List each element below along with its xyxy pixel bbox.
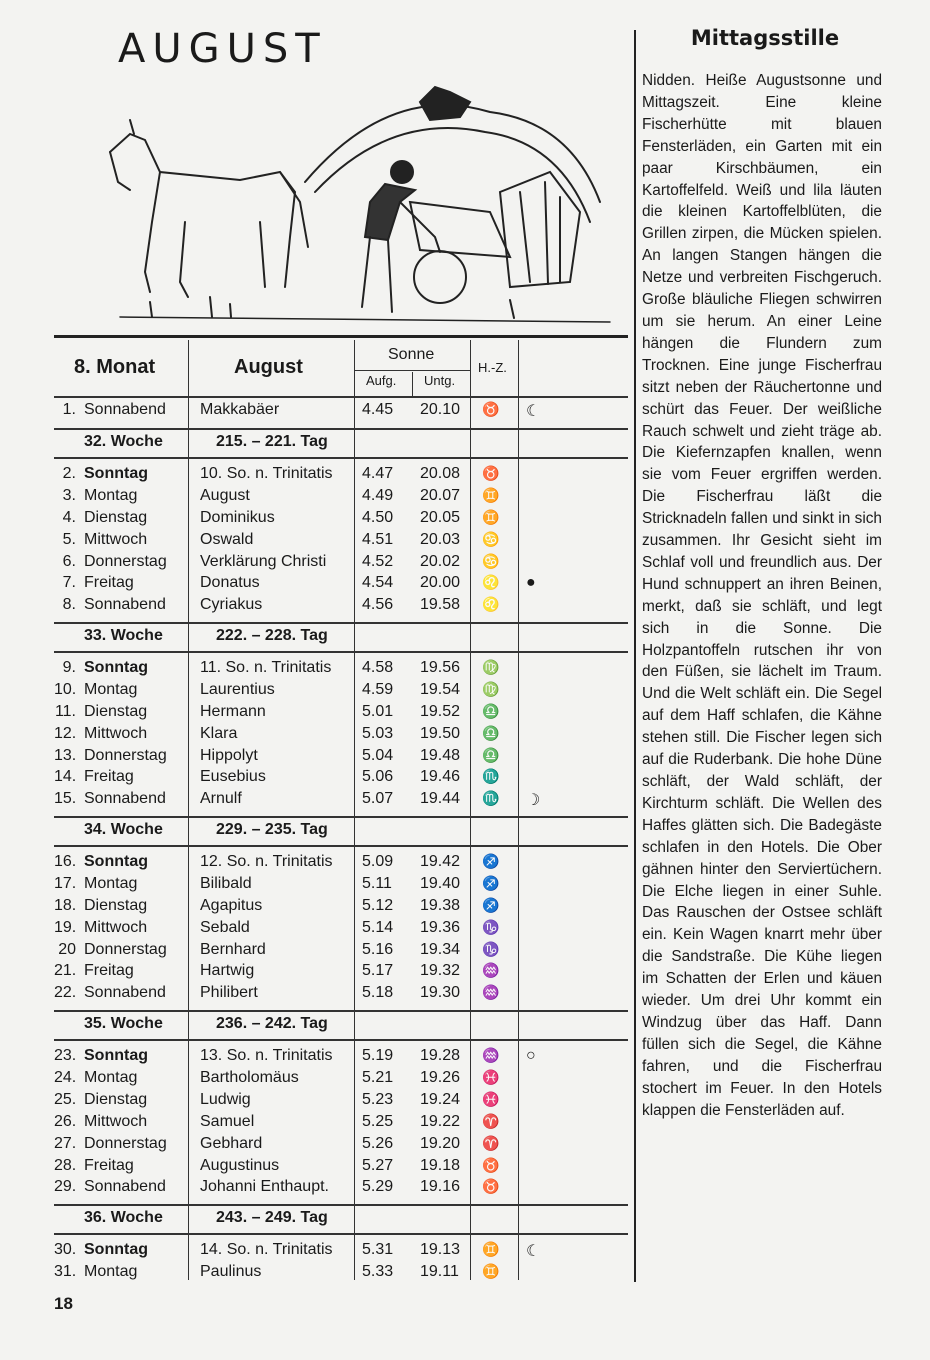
- name-day: Samuel: [200, 1113, 255, 1130]
- sunset-time: 19.54: [420, 681, 461, 698]
- sunset-time: 19.20: [420, 1135, 461, 1152]
- day-number: 15.: [54, 790, 77, 807]
- weekday: Dienstag: [84, 1091, 148, 1108]
- zodiac-icon: ♋: [482, 531, 500, 547]
- table-row: [0, 1047, 630, 1069]
- name-day: Gebhard: [200, 1135, 263, 1152]
- day-number: 9.: [62, 659, 76, 676]
- day-number: 27.: [54, 1135, 77, 1152]
- moon-phase-icon: ☾: [526, 403, 541, 420]
- weekday: Montag: [84, 1263, 138, 1280]
- week-day-range: 215. – 221. Tag: [216, 433, 328, 450]
- week-header: [0, 433, 630, 455]
- zodiac-icon: ♉: [482, 465, 500, 481]
- table-row: [0, 703, 630, 725]
- week-label: 34. Woche: [84, 821, 163, 838]
- sunset-time: 19.58: [420, 596, 461, 613]
- day-number: 13.: [54, 747, 77, 764]
- name-day: Hermann: [200, 703, 266, 720]
- week-rule: [54, 1204, 628, 1206]
- name-day: Hartwig: [200, 962, 255, 979]
- name-day: Eusebius: [200, 768, 266, 785]
- table-row: [0, 487, 630, 509]
- day-number: 2.: [62, 465, 76, 482]
- hz-header: H.-Z.: [478, 360, 507, 375]
- week-header-rule: [54, 651, 628, 653]
- week-day-range: 222. – 228. Tag: [216, 627, 328, 644]
- zodiac-icon: ♈: [482, 1135, 500, 1151]
- week-header-rule: [54, 845, 628, 847]
- weekday: Montag: [84, 875, 138, 892]
- table-row: [0, 465, 630, 487]
- sun-header: Sonne: [388, 346, 435, 363]
- weekday: Donnerstag: [84, 747, 167, 764]
- sunset-time: 19.32: [420, 962, 461, 979]
- zodiac-icon: ♐: [482, 853, 500, 869]
- table-row: [0, 919, 630, 941]
- zodiac-icon: ♏: [482, 790, 500, 806]
- weekday: Sonntag: [84, 465, 148, 482]
- sunset-time: 19.50: [420, 725, 461, 742]
- table-row: [0, 962, 630, 984]
- week-header: [0, 1209, 630, 1231]
- zodiac-icon: ♍: [482, 659, 500, 675]
- sunrise-time: 5.27: [362, 1157, 394, 1174]
- sunrise-time: 4.49: [362, 487, 394, 504]
- weekday: Sonntag: [84, 1241, 148, 1258]
- moon-phase-icon: ○: [526, 1047, 536, 1064]
- sunrise-time: 4.47: [362, 465, 394, 482]
- sunset-time: 20.08: [420, 465, 461, 482]
- sunrise-time: 5.21: [362, 1069, 394, 1086]
- weekday: Freitag: [84, 962, 134, 979]
- sunrise-time: 5.03: [362, 725, 394, 742]
- name-day: Verklärung Christi: [200, 553, 327, 570]
- day-number: 19.: [54, 919, 77, 936]
- sunrise-time: 5.26: [362, 1135, 394, 1152]
- zodiac-icon: ♌: [482, 596, 500, 612]
- weekday: Sonnabend: [84, 790, 166, 807]
- sunrise-time: 5.04: [362, 747, 394, 764]
- sunrise-time: 5.31: [362, 1241, 394, 1258]
- sunset-header: Untg.: [424, 373, 456, 388]
- sunrise-time: 5.23: [362, 1091, 394, 1108]
- sunrise-time: 5.12: [362, 897, 394, 914]
- sunset-time: 19.13: [420, 1241, 461, 1258]
- sunrise-time: 5.29: [362, 1178, 394, 1195]
- day-number: 21.: [54, 962, 77, 979]
- table-row: [0, 596, 630, 618]
- table-row: [0, 725, 630, 747]
- day-number: 25.: [54, 1091, 77, 1108]
- day-number: 23.: [54, 1047, 77, 1064]
- weekday: Dienstag: [84, 509, 148, 526]
- sunset-time: 19.30: [420, 984, 461, 1001]
- table-row: [0, 1069, 630, 1091]
- weekday: Montag: [84, 681, 138, 698]
- day-number: 26.: [54, 1113, 77, 1130]
- sunset-time: 19.34: [420, 941, 461, 958]
- name-day: Laurentius: [200, 681, 275, 698]
- table-row: [0, 853, 630, 875]
- sunrise-time: 5.07: [362, 790, 394, 807]
- weekday: Montag: [84, 1069, 138, 1086]
- sunrise-time: 4.56: [362, 596, 394, 613]
- zodiac-icon: ♍: [482, 681, 500, 697]
- zodiac-icon: ♈: [482, 1113, 500, 1129]
- zodiac-icon: ♉: [482, 401, 500, 417]
- zodiac-icon: ♉: [482, 1178, 500, 1194]
- weekday: Sonnabend: [84, 984, 166, 1001]
- weekday: Mittwoch: [84, 1113, 148, 1130]
- sunset-time: 19.28: [420, 1047, 461, 1064]
- day-number: 28.: [54, 1157, 77, 1174]
- week-rule: [54, 622, 628, 624]
- week-rule: [54, 1010, 628, 1012]
- weekday: Mittwoch: [84, 919, 148, 936]
- zodiac-icon: ♎: [482, 725, 500, 741]
- moon-phase-icon: ☾: [526, 1243, 541, 1260]
- table-row: [0, 553, 630, 575]
- sunrise-time: 5.14: [362, 919, 394, 936]
- table-row: [0, 1091, 630, 1113]
- name-day: 13. So. n. Trinitatis: [200, 1047, 333, 1064]
- day-number: 17.: [54, 875, 77, 892]
- name-day: Bilibald: [200, 875, 252, 892]
- table-row: [0, 1178, 630, 1200]
- sunset-time: 19.36: [420, 919, 461, 936]
- table-row: [0, 747, 630, 769]
- month-title: AUGUST: [118, 26, 327, 72]
- week-day-range: 229. – 235. Tag: [216, 821, 328, 838]
- week-rule: [54, 428, 628, 430]
- name-day: Oswald: [200, 531, 254, 548]
- week-header-rule: [54, 1039, 628, 1041]
- day-number: 5.: [62, 531, 76, 548]
- weekday: Freitag: [84, 1157, 134, 1174]
- day-number: 12.: [54, 725, 77, 742]
- weekday: Sonnabend: [84, 401, 166, 418]
- week-label: 32. Woche: [84, 433, 163, 450]
- harvest-illustration: [90, 72, 630, 334]
- day-number: 29.: [54, 1178, 77, 1195]
- table-row: [0, 768, 630, 790]
- weekday: Donnerstag: [84, 553, 167, 570]
- sunset-time: 19.11: [420, 1263, 459, 1280]
- week-label: 35. Woche: [84, 1015, 163, 1032]
- sunset-time: 20.10: [420, 401, 461, 418]
- name-day: Philibert: [200, 984, 258, 1001]
- story-title: Mittagsstille: [690, 26, 840, 50]
- zodiac-icon: ♊: [482, 1263, 500, 1279]
- sunset-time: 19.56: [420, 659, 461, 676]
- sunset-time: 19.48: [420, 747, 461, 764]
- sunrise-time: 5.11: [362, 875, 392, 892]
- table-row: [0, 1157, 630, 1179]
- weekday: Freitag: [84, 768, 134, 785]
- zodiac-icon: ♑: [482, 919, 500, 935]
- zodiac-icon: ♒: [482, 962, 500, 978]
- sunrise-time: 5.25: [362, 1113, 394, 1130]
- sunset-time: 19.52: [420, 703, 461, 720]
- name-day: Donatus: [200, 574, 260, 591]
- week-rule: [54, 816, 628, 818]
- table-row: [0, 681, 630, 703]
- story-text: Nidden. Heiße Augustsonne und Mittagszeit. Eine kleine Fischerhütte mit blauen Fensterläden, ein Garten mit ein paar Kirschbäumen, ein Kartoffelfeld. Weiß und lila läuten die kleinen Kartoffelblüten, die Grillen zirpen, die Mücken spielen. An langen Stangen hängen die Netze und verbreiten Fischgeruch. Große bläuliche Fliegen schwirren um sie herum. An einer Leine hängen die Flundern zum Trocknen. Eine junge Fischerfrau sitzt neben der Räuchertonne und schürt das Feuer. Der weißliche Rauch schwelt und zieht träge ab. Die Kiefernzapfen knallen, wenn sie vom Feuer ergriffen werden. Die Fischerfrau läßt die Stricknadeln fallen und sinkt in sich zusammen. Ihr Gesicht sieht im Schlaf voll und freundlich aus. Der Hund schnuppert an ihren Beinen, merkt, daß sie schläft, und legt sich in die Sonne. Die Holzpantoffeln rutschen ihr von den Füßen, sie lächelt im Traum. Und die Welt schläft ein. Die Segel auf dem Haff schlafen, die Kähne stehen still. Die Fischer legen sich auf die Ruderbank. Die hohe Düne schläft, der Wald schläft, der Kirchturm schläft. Die Wellen des Haffes glätten sich. Die Badegäste schlafen in den Hotels. Die Ober gähnen hinter den Serviertüchern. Die Elche liegen in einer Suhle. Das Rauschen der Ostsee schläft ein. Kein Wagen knarrt mehr über die Sandstraße. Die Kühe liegen im Schatten der Erlen und käuen wieder. Um drei Uhr kommt ein Windzug über das Haff. Dann füllen sich die Segel, die Kähne fahren, und die Fischerfrau stochert im Feuer. In den Hotels klappen die Fensterläden auf.: [642, 72, 882, 1119]
- sunrise-time: 5.33: [362, 1263, 394, 1280]
- table-row: [0, 897, 630, 919]
- sunrise-time: 5.19: [362, 1047, 394, 1064]
- name-day: Agapitus: [200, 897, 263, 914]
- name-day: Augustinus: [200, 1157, 280, 1174]
- sunrise-time: 5.06: [362, 768, 394, 785]
- sunset-time: 19.44: [420, 790, 461, 807]
- sunset-time: 19.18: [420, 1157, 461, 1174]
- day-number: 10.: [54, 681, 77, 698]
- zodiac-icon: ♎: [482, 703, 500, 719]
- weekday: Donnerstag: [84, 941, 167, 958]
- name-day: Bernhard: [200, 941, 266, 958]
- moon-phase-icon: ☽: [526, 792, 541, 809]
- zodiac-icon: ♊: [482, 487, 500, 503]
- name-day: Sebald: [200, 919, 250, 936]
- zodiac-icon: ♏: [482, 768, 500, 784]
- sunrise-time: 4.54: [362, 574, 394, 591]
- sunset-time: 19.22: [420, 1113, 461, 1130]
- name-day: Paulinus: [200, 1263, 262, 1280]
- table-row: [0, 1241, 630, 1263]
- header-bottom-rule: [54, 396, 628, 398]
- table-row: [0, 401, 630, 423]
- sunrise-time: 5.16: [362, 941, 394, 958]
- sunrise-time: 4.59: [362, 681, 394, 698]
- weekday: Dienstag: [84, 897, 148, 914]
- sunrise-header: Aufg.: [366, 373, 397, 388]
- weekday: Sonnabend: [84, 596, 166, 613]
- zodiac-icon: ♒: [482, 984, 500, 1000]
- sunset-time: 20.07: [420, 487, 461, 504]
- table-row: [0, 659, 630, 681]
- zodiac-icon: ♐: [482, 897, 500, 913]
- table-vrule-sun: [412, 372, 413, 396]
- table-row: [0, 531, 630, 553]
- sun-header-rule: [354, 370, 470, 371]
- sunset-time: 19.38: [420, 897, 461, 914]
- table-row: [0, 875, 630, 897]
- table-row: [0, 1113, 630, 1135]
- weekday: Sonntag: [84, 659, 148, 676]
- sunset-time: 19.40: [420, 875, 461, 892]
- day-number: 1.: [62, 401, 76, 418]
- week-header: [0, 821, 630, 843]
- name-day: Bartholomäus: [200, 1069, 299, 1086]
- week-day-range: 236. – 242. Tag: [216, 1015, 328, 1032]
- zodiac-icon: ♐: [482, 875, 500, 891]
- table-row: [0, 1263, 630, 1285]
- zodiac-icon: ♋: [482, 553, 500, 569]
- sunrise-time: 4.45: [362, 401, 394, 418]
- weekday: Sonntag: [84, 1047, 148, 1064]
- sunrise-time: 4.50: [362, 509, 394, 526]
- day-number: 22.: [54, 984, 77, 1001]
- day-number: 24.: [54, 1069, 77, 1086]
- sunset-time: 19.26: [420, 1069, 461, 1086]
- table-row: [0, 509, 630, 531]
- weekday: Mittwoch: [84, 725, 148, 742]
- name-day: Hippolyt: [200, 747, 258, 764]
- week-day-range: 243. – 249. Tag: [216, 1209, 328, 1226]
- name-day: Makkabäer: [200, 401, 280, 418]
- day-number: 8.: [62, 596, 76, 613]
- day-number: 3.: [62, 487, 76, 504]
- sunrise-time: 5.17: [362, 962, 394, 979]
- sunset-time: 19.24: [420, 1091, 461, 1108]
- sunrise-time: 5.01: [362, 703, 394, 720]
- zodiac-icon: ♊: [482, 1241, 500, 1257]
- week-label: 33. Woche: [84, 627, 163, 644]
- table-row: [0, 984, 630, 1006]
- sunset-time: 19.46: [420, 768, 461, 785]
- moon-phase-icon: ●: [526, 574, 536, 591]
- zodiac-icon: ♉: [482, 1157, 500, 1173]
- week-header: [0, 1015, 630, 1037]
- name-day: Cyriakus: [200, 596, 263, 613]
- sunrise-time: 5.18: [362, 984, 394, 1001]
- name-day: Johanni Enthaupt.: [200, 1178, 329, 1195]
- zodiac-icon: ♎: [482, 747, 500, 763]
- sunrise-time: 4.51: [362, 531, 394, 548]
- zodiac-icon: ♓: [482, 1091, 500, 1107]
- day-number: 11.: [54, 703, 76, 720]
- name-day: 11. So. n. Trinitatis: [200, 659, 332, 676]
- weekday: Sonntag: [84, 853, 148, 870]
- name-day: August: [200, 487, 250, 504]
- week-header-rule: [54, 457, 628, 459]
- day-number: 6.: [62, 553, 76, 570]
- zodiac-icon: ♑: [482, 941, 500, 957]
- name-day: Arnulf: [200, 790, 242, 807]
- column-divider: [634, 30, 636, 1282]
- sunset-time: 20.03: [420, 531, 461, 548]
- sunset-time: 20.02: [420, 553, 461, 570]
- day-number: 16.: [54, 853, 77, 870]
- sunrise-time: 4.58: [362, 659, 394, 676]
- weekday: Freitag: [84, 574, 134, 591]
- weekday: Mittwoch: [84, 531, 148, 548]
- day-number: 30.: [54, 1241, 77, 1258]
- week-header-rule: [54, 1233, 628, 1235]
- sunrise-time: 5.09: [362, 853, 394, 870]
- day-number: 31.: [54, 1263, 77, 1280]
- zodiac-icon: ♒: [482, 1047, 500, 1063]
- sunset-time: 19.16: [420, 1178, 461, 1195]
- sunrise-time: 4.52: [362, 553, 394, 570]
- week-label: 36. Woche: [84, 1209, 163, 1226]
- week-header: [0, 627, 630, 649]
- table-top-rule: [54, 335, 628, 338]
- day-number: 4.: [62, 509, 76, 526]
- weekday: Montag: [84, 487, 138, 504]
- day-number: 20: [58, 941, 76, 958]
- table-row: [0, 790, 630, 812]
- table-row: [0, 574, 630, 596]
- month-name-header: August: [234, 356, 303, 378]
- day-number: 7.: [62, 574, 76, 591]
- name-day: Ludwig: [200, 1091, 251, 1108]
- month-number-header: 8. Monat: [74, 356, 156, 378]
- table-row: [0, 941, 630, 963]
- weekday: Dienstag: [84, 703, 148, 720]
- sunset-time: 20.05: [420, 509, 461, 526]
- table-row: [0, 1135, 630, 1157]
- weekday: Sonnabend: [84, 1178, 166, 1195]
- sunset-time: 20.00: [420, 574, 461, 591]
- sunset-time: 19.42: [420, 853, 461, 870]
- page-number: 18: [54, 1294, 73, 1313]
- zodiac-icon: ♊: [482, 509, 500, 525]
- day-number: 18.: [54, 897, 77, 914]
- name-day: 12. So. n. Trinitatis: [200, 853, 333, 870]
- name-day: 10. So. n. Trinitatis: [200, 465, 333, 482]
- name-day: Klara: [200, 725, 238, 742]
- zodiac-icon: ♓: [482, 1069, 500, 1085]
- name-day: 14. So. n. Trinitatis: [200, 1241, 333, 1258]
- zodiac-icon: ♌: [482, 574, 500, 590]
- name-day: Dominikus: [200, 509, 275, 526]
- weekday: Donnerstag: [84, 1135, 167, 1152]
- day-number: 14.: [54, 768, 77, 785]
